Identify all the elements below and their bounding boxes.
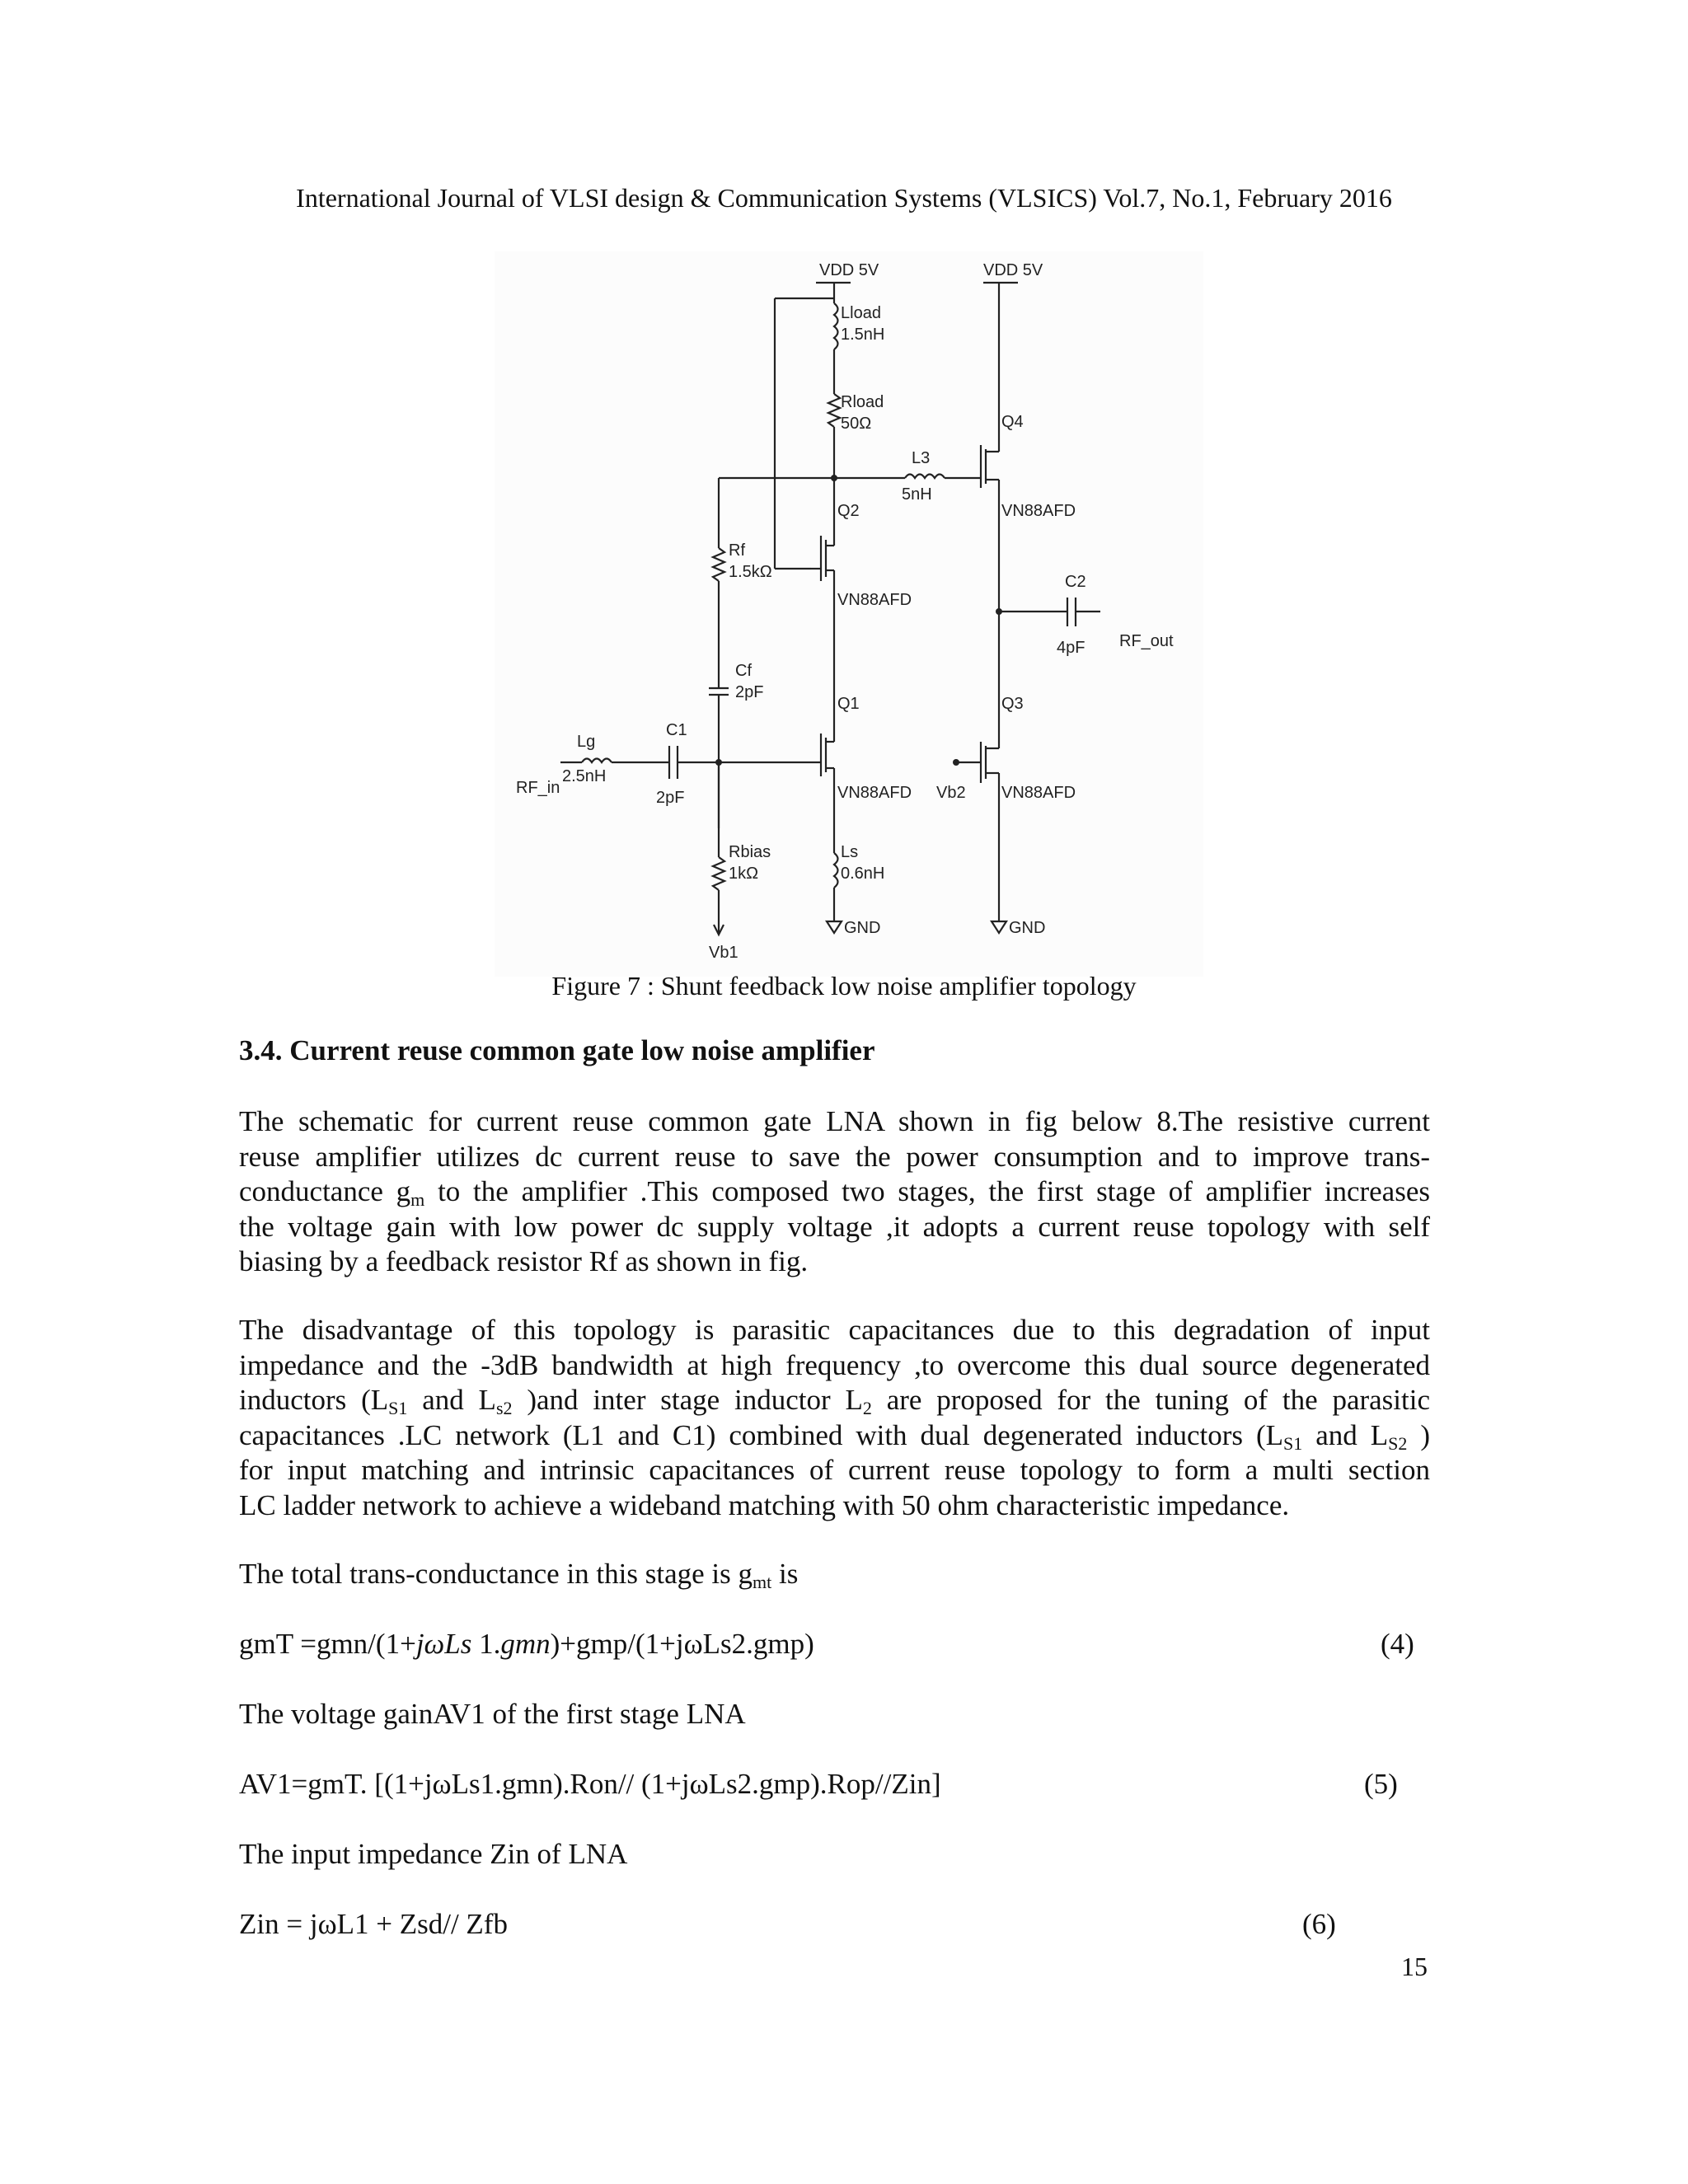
equation-4-number: (4) xyxy=(1381,1628,1414,1660)
gnd2-label: GND xyxy=(1009,919,1046,937)
ls-value: 0.6nH xyxy=(841,865,885,883)
c1-label: C1 xyxy=(666,721,687,739)
figure-caption: Figure 7 : Shunt feedback low noise amplifier topology xyxy=(551,971,1137,1001)
equation-6-number: (6) xyxy=(1302,1908,1336,1940)
equation-5-number: (5) xyxy=(1364,1768,1398,1800)
page-number: 15 xyxy=(1401,1952,1428,1981)
para2-line: inductors ($L_{S1}$ and $L_{s2}$ )and inter stage inductor $L_2$ are proposed for the tuning of the parasitic xyxy=(239,1384,1430,1418)
paragraph-2 xyxy=(239,1313,1430,1523)
equation-4: gmT =gmn/(1+jωLs 1.gmn)+gmp/(1+jωLs2.gmp) xyxy=(239,1628,814,1660)
q1-label: Q1 xyxy=(837,695,860,713)
circuit-schematic xyxy=(495,251,1203,977)
vdd2-label: VDD 5V xyxy=(983,261,1043,279)
rf-label: Rf xyxy=(729,541,745,560)
para2-line: for input matching and intrinsic capacitances of current reuse topology to form a multi section xyxy=(239,1454,1430,1486)
voltage-gain-text: The voltage gainAV1 of the first stage LNA xyxy=(239,1698,746,1730)
q3-part: VN88AFD xyxy=(1001,784,1076,802)
journal-header: International Journal of VLSI design & Communication Systems (VLSICS) Vol.7, No.1, February 2016 xyxy=(296,183,1392,213)
paragraph-1 xyxy=(239,1104,1430,1280)
gnd1-label: GND xyxy=(844,919,881,937)
para2-line: impedance and the -3dB bandwidth at high frequency ,to overcome this dual source degenerated xyxy=(239,1348,1430,1381)
lload-value: 1.5nH xyxy=(841,326,885,344)
c2-label: C2 xyxy=(1065,573,1086,591)
lg-value: 2.5nH xyxy=(562,767,607,785)
c1-value: 2pF xyxy=(656,789,685,807)
c2-value: 4pF xyxy=(1057,639,1085,657)
rbias-value: 1kΩ xyxy=(729,865,759,883)
para2-line: LC ladder network to achieve a wideband matching with 50 ohm characteristic impedance. xyxy=(239,1488,1290,1521)
rbias-label: Rbias xyxy=(729,843,771,861)
para1-line: the voltage gain with low power dc supply voltage ,it adopts a current reuse topology with self xyxy=(239,1210,1430,1243)
para1-line: biasing by a feedback resistor Rf as shown in fig. xyxy=(239,1245,809,1277)
q4-part: VN88AFD xyxy=(1001,502,1076,520)
cf-value: 2pF xyxy=(735,683,764,701)
cf-label: Cf xyxy=(735,662,752,680)
q2-part: VN88AFD xyxy=(837,591,912,609)
rf-value: 1.5kΩ xyxy=(729,563,772,581)
rf-out-label: RF_out xyxy=(1119,632,1174,650)
q1-part: VN88AFD xyxy=(837,784,912,802)
equation-5: AV1=gmT. [(1+jωLs1.gmn).Ron// (1+jωLs2.gmp).Rop//Zin] xyxy=(239,1768,941,1800)
para1-line: The schematic for current reuse common gate LNA shown in fig below 8.The resistive current xyxy=(239,1105,1430,1137)
section-heading: 3.4. Current reuse common gate low noise amplifier xyxy=(239,1034,875,1066)
vb2-label: Vb2 xyxy=(936,784,966,802)
lg-label: Lg xyxy=(577,733,596,751)
para2-line: The disadvantage of this topology is parasitic capacitances due to this degradation of input xyxy=(239,1314,1430,1346)
q4-label: Q4 xyxy=(1001,413,1024,431)
l3-value: 5nH xyxy=(902,485,932,504)
rload-value: 50Ω xyxy=(841,415,872,433)
para1-line: reuse amplifier utilizes dc current reuse to save the power consumption and to improve trans- xyxy=(239,1140,1430,1173)
q2-label: Q2 xyxy=(837,502,860,520)
vb1-label: Vb1 xyxy=(709,944,738,962)
para1-line: conductance $g_m$ to the amplifier .This composed two stages, the first stage of amplifier increases xyxy=(239,1175,1430,1210)
rload-label: Rload xyxy=(841,393,884,411)
ls-label: Ls xyxy=(841,843,859,861)
lload-label: Lload xyxy=(841,304,881,322)
total-gm-text: The total trans-conductance in this stage is $g_{mt}$ is xyxy=(239,1558,799,1592)
vdd1-label: VDD 5V xyxy=(819,261,879,279)
equation-6: Zin = jωL1 + Zsd// Zfb xyxy=(239,1908,508,1940)
rf-in-label: RF_in xyxy=(516,779,560,797)
l3-label: L3 xyxy=(912,449,931,467)
q3-label: Q3 xyxy=(1001,695,1024,713)
input-impedance-text: The input impedance Zin of LNA xyxy=(239,1838,628,1870)
para2-line: capacitances .LC network (L1 and C1) combined with dual degenerated inductors ($L_{S1}$ and $L_{S2}$ ) xyxy=(239,1418,1430,1454)
